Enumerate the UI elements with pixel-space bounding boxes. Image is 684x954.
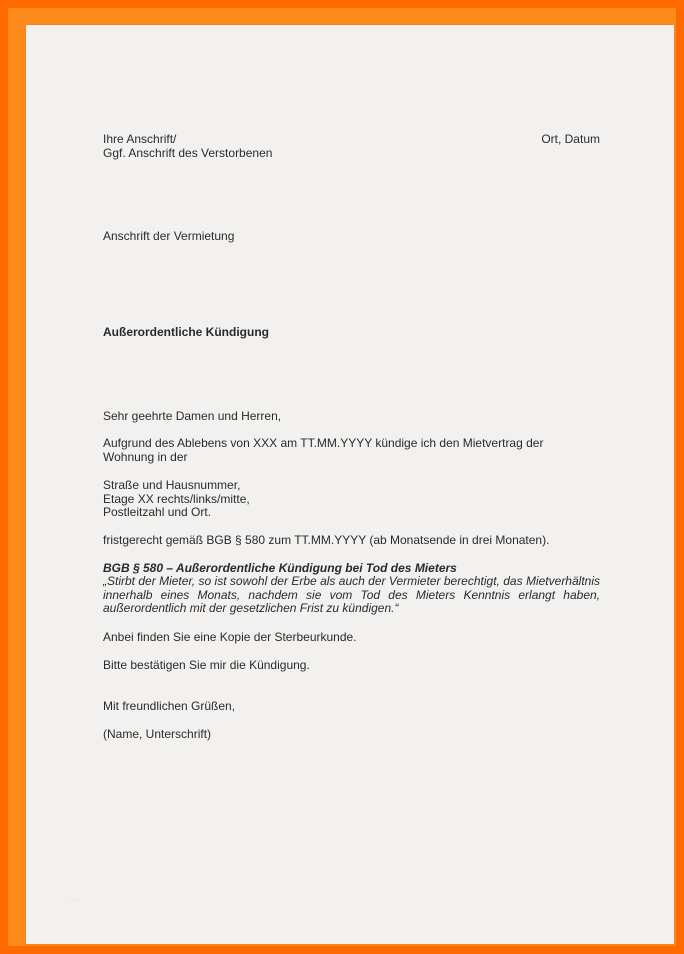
address-line-2: Etage XX rechts/links/mitte, <box>103 492 250 506</box>
address-line-3: Postleitzahl und Ort. <box>103 505 212 519</box>
address-line-1: Straße und Hausnummer, <box>103 478 241 492</box>
law-heading: BGB § 580 – Außerordentliche Kündigung bei Tod des Mieters <box>103 561 457 575</box>
body-line-2: Wohnung in der <box>103 450 188 464</box>
place-date: Ort, Datum <box>541 132 600 146</box>
closing-greeting: Mit freundlichen Grüßen, <box>103 699 236 713</box>
letter-subject: Außerordentliche Kündigung <box>103 325 269 339</box>
letter-page <box>26 25 674 944</box>
salutation: Sehr geehrte Damen und Herren, <box>103 409 282 423</box>
termination-deadline: fristgerecht gemäß BGB § 580 zum TT.MM.YYYY (ab Monatsende in drei Monaten). <box>103 533 550 547</box>
recipient-address: Anschrift der Vermietung <box>103 229 235 243</box>
sender-address-line-2: Ggf. Anschrift des Verstorbenen <box>103 146 273 160</box>
body-line-1: Aufgrund des Ablebens von XXX am TT.MM.YYYY kündige ich den Mietvertrag der <box>103 436 544 450</box>
signature-placeholder: (Name, Unterschrift) <box>103 727 212 741</box>
confirmation-request: Bitte bestätigen Sie mir die Kündigung. <box>103 658 310 672</box>
sender-address-line-1: Ihre Anschrift/ <box>103 132 177 146</box>
enclosure-note: Anbei finden Sie eine Kopie der Sterbeurkunde. <box>103 630 357 644</box>
law-quote: „Stirbt der Mieter, so ist sowohl der Erbe als auch der Vermieter berechtigt, das Mietverhältnis innerhalb eines Monats, nachdem sie vom Tod des Mieters Kenntnis erlangt haben, außerordentlich mit der gesetzlichen Frist zu kündigen.“ <box>103 574 600 615</box>
faint-watermark: ····· <box>66 895 80 904</box>
